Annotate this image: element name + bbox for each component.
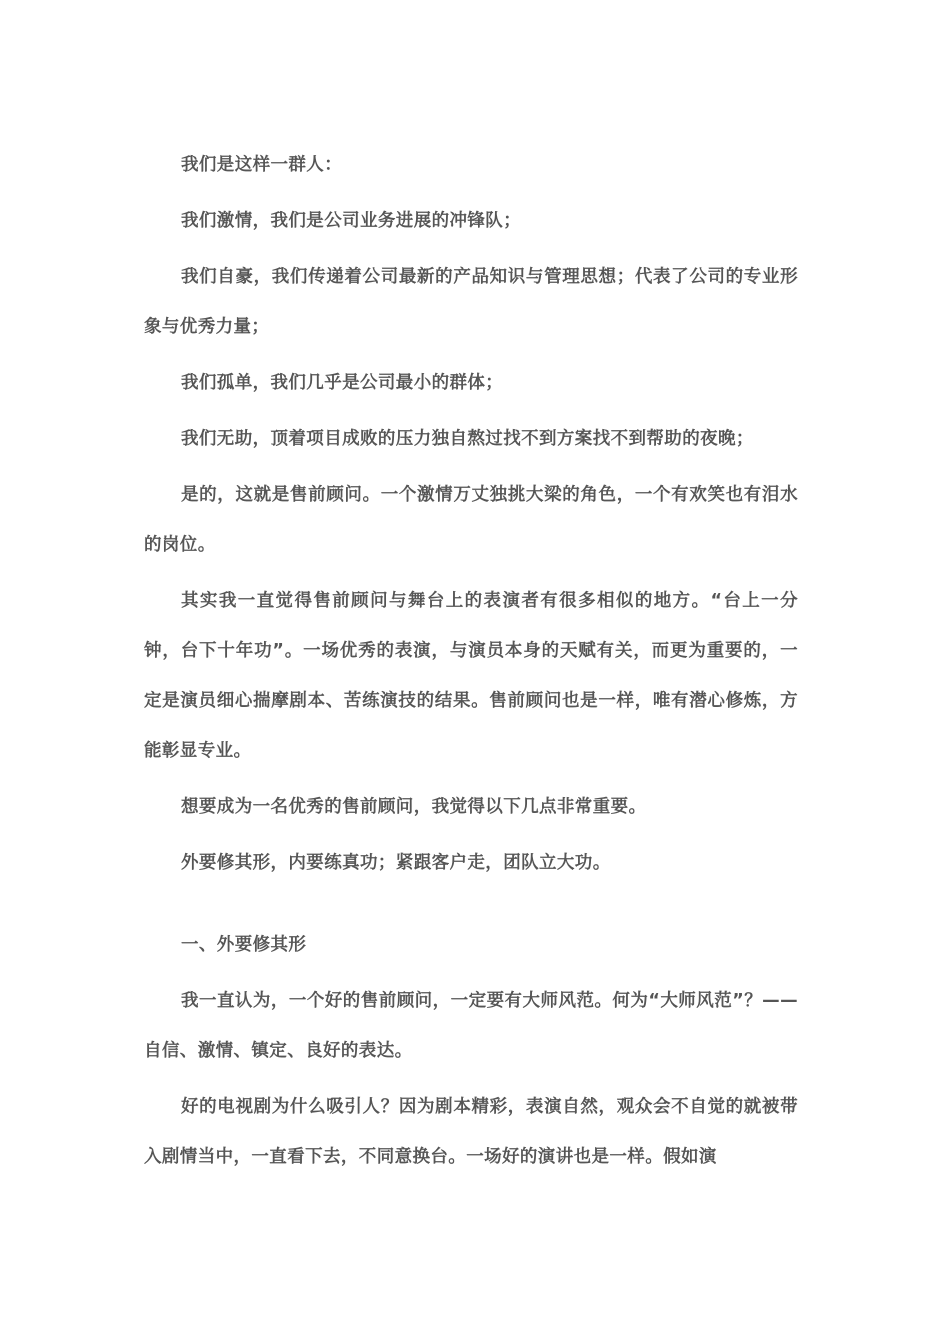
paragraph: 我们无助，顶着项目成败的压力独自熬过找不到方案找不到帮助的夜晚； — [181, 429, 754, 449]
paragraph: 我们激情，我们是公司业务进展的冲锋队； — [181, 211, 522, 231]
paragraph: 想要成为一名优秀的售前顾问，我觉得以下几点非常重要。 — [181, 797, 647, 817]
paragraph: 其实我一直觉得售前顾问与舞台上的表演者有很多相似的地方。“台上一分钟，台下十年功”。一场优秀的表演，与演员本身的天赋有关，而更为重要的，一定是演员细心揣摩剧本、苦练演技的结果。售前顾问也是一样，唯有潜心修炼，方能彰显专业。 — [144, 591, 798, 761]
paragraph: 我们自豪，我们传递着公司最新的产品知识与管理思想；代表了公司的专业形象与优秀力量； — [144, 267, 798, 337]
paragraph: 好的电视剧为什么吸引人？因为剧本精彩，表演自然，观众会不自觉的就被带入剧情当中，一直看下去，不同意换台。一场好的演讲也是一样。假如演 — [144, 1097, 798, 1167]
paragraph: 我们孤单，我们几乎是公司最小的群体； — [181, 373, 504, 393]
paragraph: 我们是这样一群人： — [181, 155, 343, 175]
section-heading: 一、外要修其形 — [181, 935, 307, 955]
paragraph: 外要修其形，内要练真功；紧跟客户走，团队立大功。 — [181, 853, 611, 873]
document-body — [144, 140, 798, 1188]
paragraph: 我一直认为，一个好的售前顾问，一定要有大师风范。何为“大师风范”？——自信、激情、镇定、良好的表达。 — [144, 991, 798, 1061]
paragraph: 是的，这就是售前顾问。一个激情万丈独挑大梁的角色，一个有欢笑也有泪水的岗位。 — [144, 485, 798, 555]
